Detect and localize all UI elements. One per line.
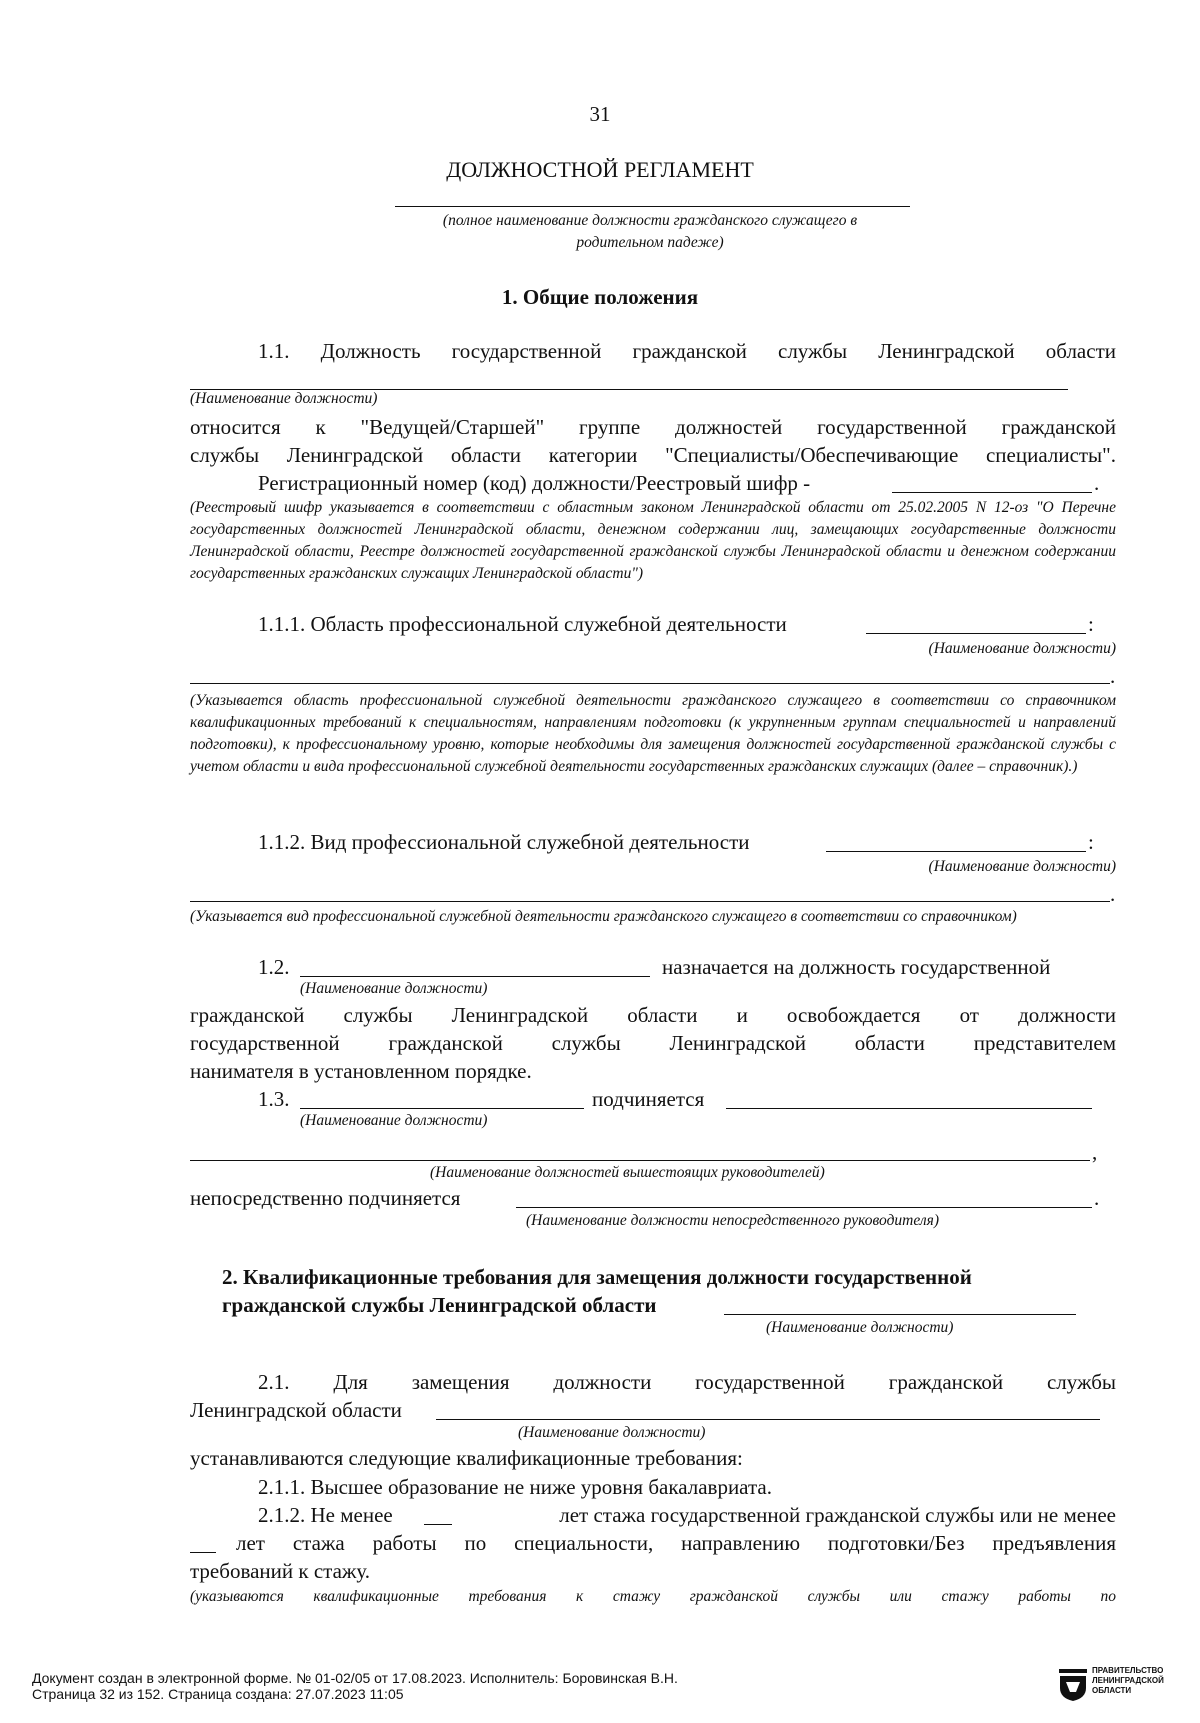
kind-period: . [1110, 882, 1116, 906]
hint-superiors: (Наименование должностей вышестоящих руководителей) [430, 1164, 825, 1181]
blank-line-1-3 [300, 1108, 584, 1109]
area-hint: (Указывается область профессиональной служебной деятельности гражданского служащего в соответствии со справочником квалификационных требований к специальностям, направлениям подготовки (к укрупненным группам специальностей и направлений подготовки), к профессиональному уровню, которые необходимы для замещения должностей государственной гражданской службы с учетом области и вида профессиональной служебной деятельности государственных гражданских служащих (далее – справочник).) [190, 692, 1116, 775]
para-2-1-line-1: 2.1. Для замещения должности государственной гражданской службы [258, 1370, 1116, 1394]
para-2-1-2-continuation: лет стажа работы по специальности, направлению подготовки/Без предъявления [236, 1531, 1116, 1555]
reg-number-dot: . [1094, 471, 1100, 495]
para-1-1-2: 1.1.2. Вид профессиональной служебной деятельности [258, 830, 750, 854]
blank-line-2-1 [436, 1419, 1100, 1420]
para-2-1-line-2: Ленинградской области [190, 1398, 402, 1422]
para-2-1-line-3: устанавливаются следующие квалификационные требования: [190, 1446, 743, 1470]
page-number: 31 [589, 102, 611, 126]
hint-direct-head: (Наименование должности непосредственного руководителя) [526, 1212, 939, 1229]
title-hint: (полное наименование должности гражданского служащего в родительном падеже) [442, 212, 858, 251]
hint-2-1: (Наименование должности) [518, 1424, 706, 1441]
hint-1-3: (Наименование должности) [300, 1112, 488, 1129]
footer-line-1: Документ создан в электронной форме. № 01-02/05 от 17.08.2023. Исполнитель: Боровинская В.Н. [32, 1670, 678, 1686]
para-1-3-text: подчиняется [592, 1087, 705, 1111]
section2-heading-line-1: 2. Квалификационные требования для замещения должности государственной [222, 1265, 972, 1289]
para-1-2-line-3: нанимателя в установленном порядке. [190, 1059, 532, 1083]
blank-line-kind-2 [190, 901, 1110, 902]
group-line-1: относится к "Ведущей/Старшей" группе должностей государственной гражданской [190, 415, 1116, 439]
para-2-1-2-middle: лет стажа государственной гражданской службы или не менее [559, 1503, 1116, 1527]
area-colon: : [1088, 612, 1094, 636]
hint-section2: (Наименование должности) [766, 1319, 954, 1336]
government-logo [1058, 1666, 1188, 1706]
para-2-1-1: 2.1.1. Высшее образование не ниже уровня бакалавриата. [258, 1475, 772, 1499]
superiors-comma: , [1092, 1140, 1098, 1164]
para-1-2-text: назначается на должность государственной [662, 955, 1051, 979]
hint-1-2: (Наименование должности) [300, 980, 488, 997]
title-underline [395, 206, 910, 207]
para-1-1: 1.1. Должность государственной гражданской службы Ленинградской области [258, 339, 1116, 363]
logo-text-line-3: ОБЛАСТИ [1092, 1686, 1132, 1695]
blank-line-area [866, 633, 1086, 634]
experience-hint: (указываются квалификационные требования к стажу гражданской службы или стажу работы по [190, 1588, 1116, 1605]
direct-subordination-label: непосредственно подчиняется [190, 1186, 461, 1210]
blank-line-section2 [724, 1314, 1076, 1315]
kind-colon: : [1088, 830, 1094, 854]
coat-of-arms-icon [1058, 1668, 1088, 1702]
blank-years-work [190, 1552, 216, 1553]
hint-area-position: (Наименование должности) [928, 640, 1116, 657]
para-1-2-line-2: государственной гражданской службы Ленинградской области представителем [190, 1031, 1116, 1055]
direct-period: . [1094, 1186, 1100, 1210]
blank-years-service [424, 1524, 452, 1525]
blank-line-1-3-superior [726, 1108, 1092, 1109]
logo-text-line-1: ПРАВИТЕЛЬСТВО [1092, 1666, 1164, 1675]
section2-heading-line-2: гражданской службы Ленинградской области [222, 1293, 657, 1317]
para-1-2-line-1: гражданской службы Ленинградской области и освобождается от должности [190, 1003, 1116, 1027]
reg-hint: (Реестровый шифр указывается в соответствии с областным законом Ленинградской области от 25.02.2005 N 12-оз "О Перечне государственных должностей Ленинградской области, денежном содержании лиц, замещающих государственные должности Ленинградской области, Реестре должностей государственной гражданской службы Ленинградской области и денежном содержании государственных гражданских служащих Ленинградской области") [190, 499, 1116, 582]
section1-heading: 1. Общие положения [501, 285, 699, 309]
blank-line-area-2 [190, 683, 1110, 684]
para-1-3-number: 1.3. [258, 1087, 290, 1111]
blank-line-superiors [190, 1160, 1090, 1161]
para-2-1-2-start: 2.1.2. Не менее [258, 1503, 393, 1527]
logo-text-line-2: ЛЕНИНГРАДСКОЙ [1092, 1676, 1164, 1685]
blank-line-direct-head [516, 1207, 1092, 1208]
hint-kind-position: (Наименование должности) [928, 858, 1116, 875]
para-2-1-2-end: требований к стажу. [190, 1559, 371, 1583]
area-period: . [1110, 664, 1116, 688]
document-title: ДОЛЖНОСТНОЙ РЕГЛАМЕНТ [446, 157, 754, 182]
hint-position-name: (Наименование должности) [190, 390, 378, 407]
blank-line-1-2 [300, 976, 650, 977]
para-1-2-number: 1.2. [258, 955, 290, 979]
footer-line-2: Страница 32 из 152. Страница создана: 27.07.2023 11:05 [32, 1686, 404, 1702]
blank-line-reg-number [892, 492, 1092, 493]
reg-number-label: Регистрационный номер (код) должности/Реестровый шифр - [258, 471, 811, 495]
kind-hint: (Указывается вид профессиональной служебной деятельности гражданского служащего в соответствии со справочником) [190, 908, 1017, 925]
blank-line-kind [826, 851, 1086, 852]
group-line-2: службы Ленинградской области категории "Специалисты/Обеспечивающие специалисты". [190, 443, 1116, 467]
para-1-1-1: 1.1.1. Область профессиональной служебной деятельности [258, 612, 787, 636]
